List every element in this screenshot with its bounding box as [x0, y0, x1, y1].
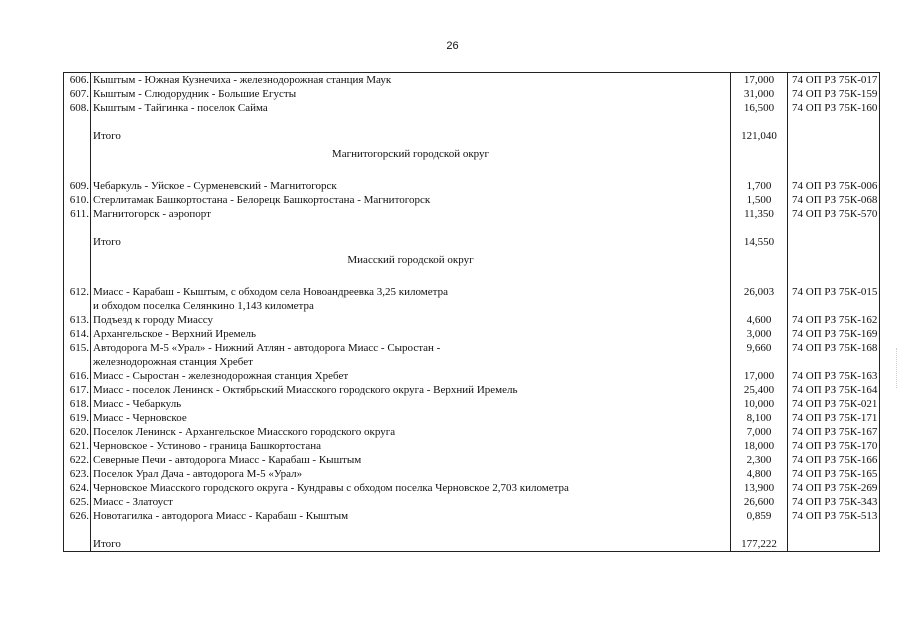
table-row	[64, 397, 880, 411]
table-row	[64, 285, 880, 299]
road-id: 74 ОП РЗ 75К-159	[788, 87, 880, 101]
table-row	[64, 369, 880, 383]
roads-table-body	[64, 73, 880, 552]
road-id: 74 ОП РЗ 75К-017	[788, 73, 880, 88]
road-name: Поселок Урал Дача - автодорога М-5 «Урал»	[91, 467, 731, 481]
roads-table	[63, 72, 880, 552]
total-row	[64, 129, 880, 143]
table-row	[64, 87, 880, 101]
row-number-empty	[64, 355, 91, 369]
road-length: 18,000	[731, 439, 788, 453]
row-number: 623.	[64, 467, 91, 481]
road-name: Миасс - Карабаш - Кыштым, с обходом села Новоандреевка 3,25 километра	[91, 285, 731, 299]
total-row	[64, 235, 880, 249]
total-length: 177,222	[731, 537, 788, 552]
road-id: 74 ОП РЗ 75К-168	[788, 341, 880, 355]
road-length: 0,859	[731, 509, 788, 523]
road-id: 74 ОП РЗ 75К-171	[788, 411, 880, 425]
spacer-cell	[788, 115, 880, 129]
road-length: 1,500	[731, 193, 788, 207]
road-id: 74 ОП РЗ 75К-167	[788, 425, 880, 439]
road-length: 26,600	[731, 495, 788, 509]
road-length: 25,400	[731, 383, 788, 397]
spacer-cell	[64, 115, 91, 129]
row-number: 606.	[64, 73, 91, 88]
road-id: 74 ОП РЗ 75К-162	[788, 313, 880, 327]
total-length: 121,040	[731, 129, 788, 143]
road-length: 17,000	[731, 369, 788, 383]
road-id: 74 ОП РЗ 75К-021	[788, 397, 880, 411]
spacer-cell	[91, 271, 731, 285]
road-id: 74 ОП РЗ 75К-169	[788, 327, 880, 341]
road-name: Миасс - Чебаркуль	[91, 397, 731, 411]
table-row	[64, 453, 880, 467]
spacer-cell	[91, 221, 731, 235]
road-name: Автодорога М-5 «Урал» - Нижний Атлян - автодорога Миасс - Сыростан -	[91, 341, 731, 355]
spacer-cell	[731, 221, 788, 235]
row-number: 616.	[64, 369, 91, 383]
spacer-cell	[731, 523, 788, 537]
road-length: 17,000	[731, 73, 788, 88]
road-name: Миасс - поселок Ленинск - Октябрьский Миасского городского округа - Верхний Иремель	[91, 383, 731, 397]
spacer-cell	[91, 115, 731, 129]
table-row	[64, 425, 880, 439]
road-id: 74 ОП РЗ 75К-343	[788, 495, 880, 509]
table-row-continuation	[64, 355, 880, 369]
table-row	[64, 467, 880, 481]
row-number-empty	[64, 129, 91, 143]
road-name: Стерлитамак Башкортостана - Белорецк Башкортостана - Магнитогорск	[91, 193, 731, 207]
road-length: 2,300	[731, 453, 788, 467]
spacer-row	[64, 523, 880, 537]
spacer-cell	[64, 523, 91, 537]
table-row-continuation	[64, 299, 880, 313]
row-number-empty	[64, 235, 91, 249]
road-id: 74 ОП РЗ 75К-166	[788, 453, 880, 467]
road-length: 7,000	[731, 425, 788, 439]
road-id: 74 ОП РЗ 75К-165	[788, 467, 880, 481]
road-id-empty	[788, 249, 880, 271]
road-id-empty	[788, 143, 880, 165]
road-name: Кыштым - Слюдорудник - Большие Егусты	[91, 87, 731, 101]
row-number: 617.	[64, 383, 91, 397]
road-name: Черновское Миасского городского округа - Кундравы с обходом поселка Черновское 2,703 километра	[91, 481, 731, 495]
row-number: 624.	[64, 481, 91, 495]
road-id: 74 ОП РЗ 75К-006	[788, 179, 880, 193]
spacer-row	[64, 271, 880, 285]
table-row	[64, 179, 880, 193]
road-id-empty	[788, 355, 880, 369]
road-id: 74 ОП РЗ 75К-170	[788, 439, 880, 453]
spacer-cell	[64, 165, 91, 179]
road-length: 3,000	[731, 327, 788, 341]
row-number: 625.	[64, 495, 91, 509]
section-heading-row	[64, 143, 880, 165]
table-row	[64, 327, 880, 341]
road-name: Миасс - Черновское	[91, 411, 731, 425]
road-name: Миасс - Сыростан - железнодорожная станция Хребет	[91, 369, 731, 383]
road-name-continued: и обходом поселка Селянкино 1,143 километра	[91, 299, 731, 313]
road-name-continued: железнодорожная станция Хребет	[91, 355, 731, 369]
scan-artifact	[896, 348, 899, 388]
section-title: Миасский городской округ	[91, 249, 731, 271]
road-length-empty	[731, 249, 788, 271]
row-number: 621.	[64, 439, 91, 453]
road-length: 26,003	[731, 285, 788, 299]
section-heading-row	[64, 249, 880, 271]
road-length: 4,800	[731, 467, 788, 481]
row-number: 610.	[64, 193, 91, 207]
road-length: 10,000	[731, 397, 788, 411]
table-row	[64, 383, 880, 397]
road-length: 16,500	[731, 101, 788, 115]
page-number: 26	[446, 40, 459, 52]
road-id: 74 ОП РЗ 75К-269	[788, 481, 880, 495]
spacer-cell	[731, 115, 788, 129]
road-name: Черновское - Устиново - граница Башкортостана	[91, 439, 731, 453]
spacer-cell	[91, 165, 731, 179]
spacer-cell	[64, 271, 91, 285]
spacer-cell	[788, 523, 880, 537]
spacer-cell	[788, 165, 880, 179]
road-length-empty	[731, 143, 788, 165]
row-number: 608.	[64, 101, 91, 115]
row-number: 620.	[64, 425, 91, 439]
road-length: 11,350	[731, 207, 788, 221]
road-name: Миасс - Златоуст	[91, 495, 731, 509]
road-name: Магнитогорск - аэропорт	[91, 207, 731, 221]
table-row	[64, 73, 880, 88]
road-name: Северные Печи - автодорога Миасс - Карабаш - Кыштым	[91, 453, 731, 467]
road-id-empty	[788, 299, 880, 313]
table-row	[64, 101, 880, 115]
road-name: Кыштым - Тайгинка - поселок Сайма	[91, 101, 731, 115]
spacer-cell	[731, 271, 788, 285]
table-row	[64, 193, 880, 207]
row-number: 607.	[64, 87, 91, 101]
road-name: Новотагилка - автодорога Миасс - Карабаш - Кыштым	[91, 509, 731, 523]
road-id: 74 ОП РЗ 75К-164	[788, 383, 880, 397]
section-title: Магнитогорский городской округ	[91, 143, 731, 165]
spacer-cell	[64, 221, 91, 235]
road-name: Чебаркуль - Уйское - Сурменевский - Магнитогорск	[91, 179, 731, 193]
road-id: 74 ОП РЗ 75К-160	[788, 101, 880, 115]
row-number: 613.	[64, 313, 91, 327]
total-label: Итого	[91, 537, 731, 552]
table-row	[64, 313, 880, 327]
road-name: Архангельское - Верхний Иремель	[91, 327, 731, 341]
road-length: 8,100	[731, 411, 788, 425]
spacer-row	[64, 165, 880, 179]
table-row	[64, 509, 880, 523]
spacer-cell	[91, 523, 731, 537]
spacer-cell	[788, 271, 880, 285]
row-number: 622.	[64, 453, 91, 467]
table-row	[64, 439, 880, 453]
road-id: 74 ОП РЗ 75К-163	[788, 369, 880, 383]
table-row	[64, 495, 880, 509]
row-number: 615.	[64, 341, 91, 355]
row-number: 619.	[64, 411, 91, 425]
total-label: Итого	[91, 129, 731, 143]
road-length: 9,660	[731, 341, 788, 355]
road-length-empty	[731, 299, 788, 313]
road-id: 74 ОП РЗ 75К-570	[788, 207, 880, 221]
total-label: Итого	[91, 235, 731, 249]
total-row	[64, 537, 880, 552]
row-number-empty	[64, 537, 91, 552]
row-number-empty	[64, 299, 91, 313]
row-number: 611.	[64, 207, 91, 221]
road-name: Кыштым - Южная Кузнечиха - железнодорожная станция Маук	[91, 73, 731, 88]
table-row	[64, 481, 880, 495]
total-length: 14,550	[731, 235, 788, 249]
road-length: 4,600	[731, 313, 788, 327]
row-number: 618.	[64, 397, 91, 411]
row-number-empty	[64, 143, 91, 165]
road-name: Поселок Ленинск - Архангельское Миасского городского округа	[91, 425, 731, 439]
spacer-cell	[788, 221, 880, 235]
road-id-empty	[788, 235, 880, 249]
row-number: 626.	[64, 509, 91, 523]
road-length: 1,700	[731, 179, 788, 193]
spacer-row	[64, 221, 880, 235]
road-id: 74 ОП РЗ 75К-015	[788, 285, 880, 299]
road-name: Подъезд к городу Миассу	[91, 313, 731, 327]
row-number: 609.	[64, 179, 91, 193]
road-id-empty	[788, 129, 880, 143]
table-row	[64, 341, 880, 355]
road-length-empty	[731, 355, 788, 369]
spacer-row	[64, 115, 880, 129]
table-row	[64, 207, 880, 221]
road-id-empty	[788, 537, 880, 552]
road-length: 13,900	[731, 481, 788, 495]
road-id: 74 ОП РЗ 75К-068	[788, 193, 880, 207]
road-id: 74 ОП РЗ 75К-513	[788, 509, 880, 523]
row-number: 612.	[64, 285, 91, 299]
table-row	[64, 411, 880, 425]
row-number: 614.	[64, 327, 91, 341]
road-length: 31,000	[731, 87, 788, 101]
row-number-empty	[64, 249, 91, 271]
spacer-cell	[731, 165, 788, 179]
